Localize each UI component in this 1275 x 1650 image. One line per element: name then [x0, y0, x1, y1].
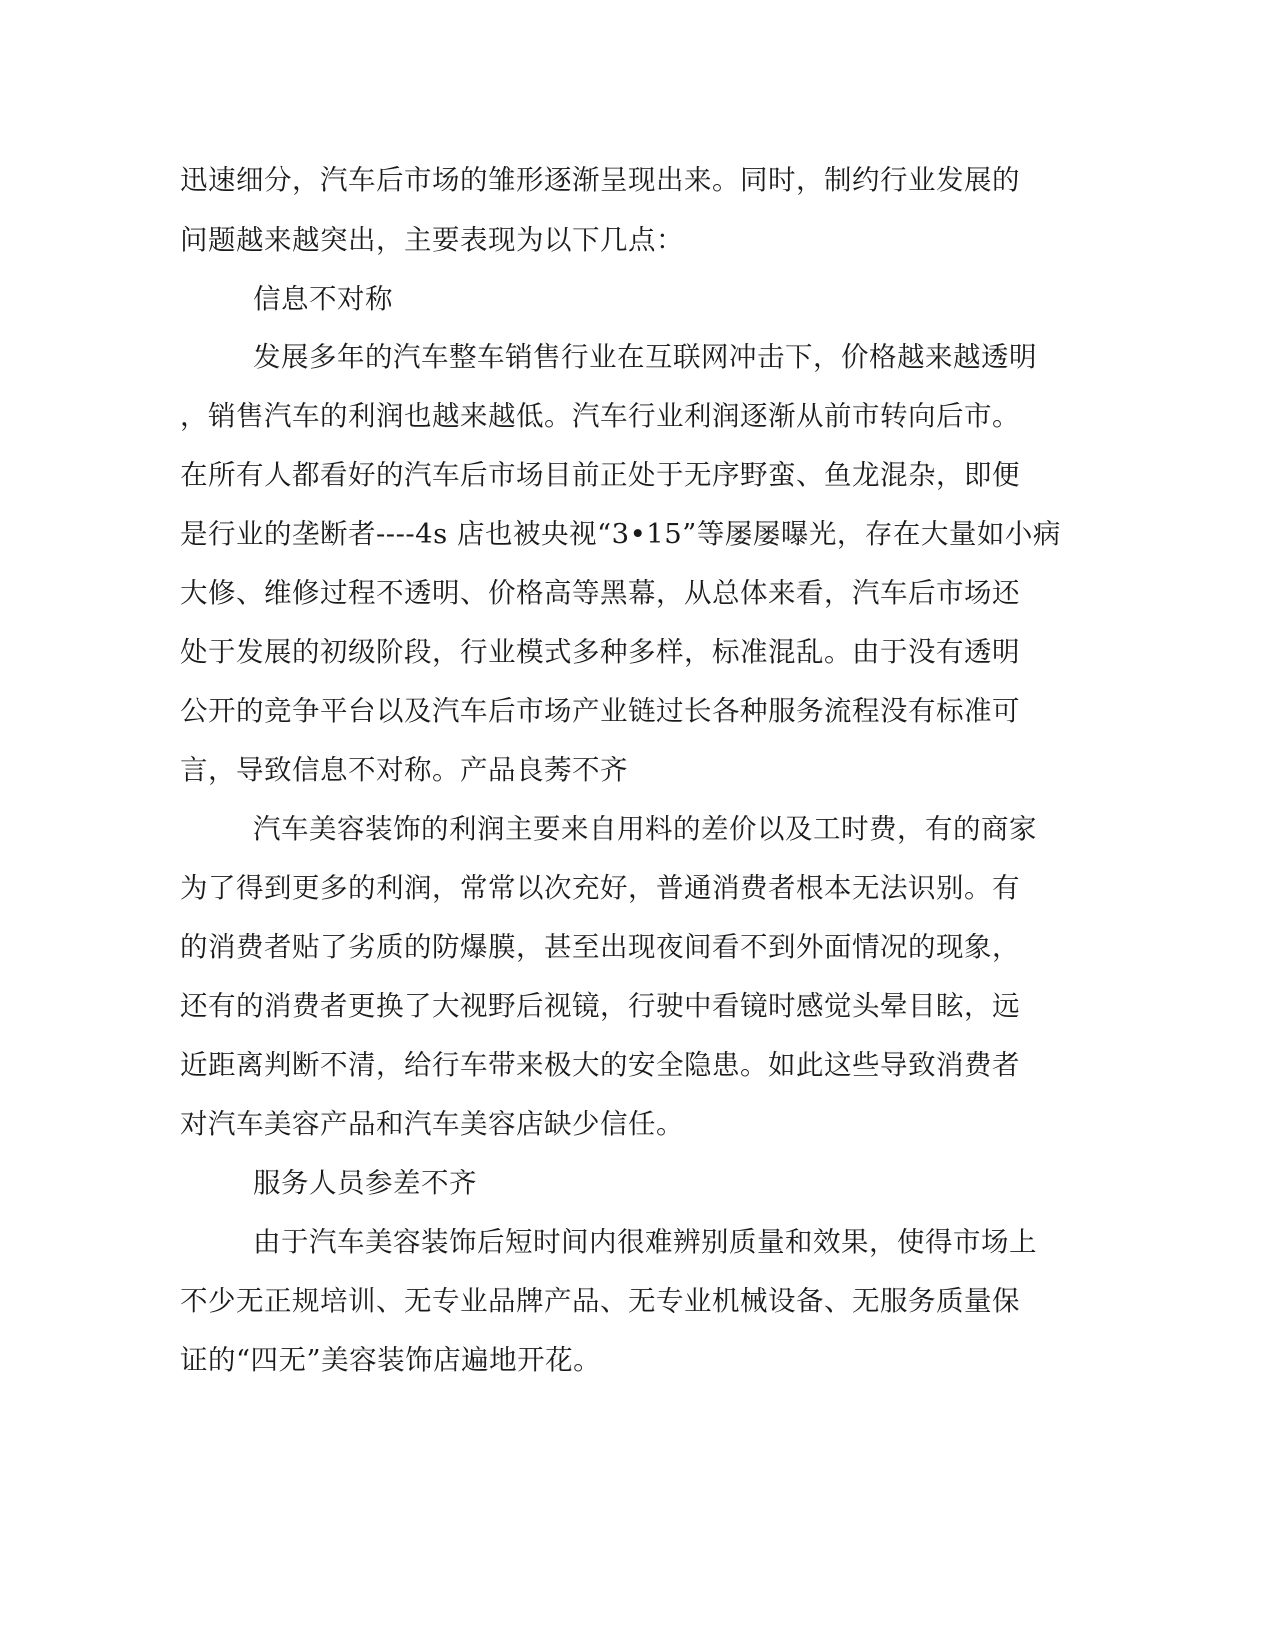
paragraph-first-line: 发展多年的汽车整车销售行业在互联网冲击下，价格越来越透明	[253, 341, 1037, 373]
body-text-line: 问题越来越突出，主要表现为以下几点：	[180, 224, 684, 256]
paragraph-first-line: 汽车美容装饰的利润主要来自用料的差价以及工时费，有的商家	[253, 813, 1037, 845]
body-text-line: 还有的消费者更换了大视野后视镜，行驶中看镜时感觉头晕目眩，远	[180, 990, 1020, 1022]
body-text-line: ，销售汽车的利润也越来越低。汽车行业利润逐渐从前市转向后市。	[180, 400, 1020, 432]
body-text-line: 在所有人都看好的汽车后市场目前正处于无序野蛮、鱼龙混杂，即便	[180, 459, 1020, 491]
body-text-line: 公开的竞争平台以及汽车后市场产业链过长各种服务流程没有标准可	[180, 695, 1020, 727]
section-heading: 服务人员参差不齐	[253, 1167, 477, 1199]
body-text-line: 处于发展的初级阶段，行业模式多种多样，标准混乱。由于没有透明	[180, 636, 1020, 668]
body-text-line: 证的“四无”美容装饰店遍地开花。	[180, 1344, 602, 1376]
body-text-line: 迅速细分，汽车后市场的雏形逐渐呈现出来。同时，制约行业发展的	[180, 164, 1020, 196]
body-text-line: 近距离判断不清，给行车带来极大的安全隐患。如此这些导致消费者	[180, 1049, 1020, 1081]
body-text-line: 是行业的垄断者----4s 店也被央视“3•15”等屡屡曝光，存在大量如小病	[180, 518, 1061, 550]
body-text-line: 大修、维修过程不透明、价格高等黑幕，从总体来看，汽车后市场还	[180, 577, 1020, 609]
paragraph-first-line: 由于汽车美容装饰后短时间内很难辨别质量和效果，使得市场上	[253, 1226, 1037, 1258]
body-text-line: 不少无正规培训、无专业品牌产品、无专业机械设备、无服务质量保	[180, 1285, 1020, 1317]
body-text-line: 对汽车美容产品和汽车美容店缺少信任。	[180, 1108, 684, 1140]
body-text-line: 的消费者贴了劣质的防爆膜，甚至出现夜间看不到外面情况的现象，	[180, 931, 1020, 963]
body-text-line: 为了得到更多的利润，常常以次充好，普通消费者根本无法识别。有	[180, 872, 1020, 904]
body-text-line: 言，导致信息不对称。产品良莠不齐	[180, 754, 628, 786]
section-heading: 信息不对称	[253, 283, 393, 315]
